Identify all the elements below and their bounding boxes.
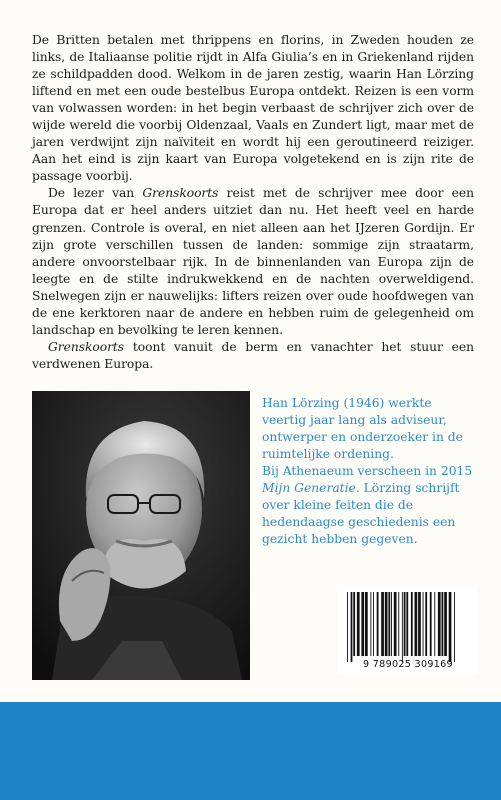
barcode-bar [454, 592, 455, 662]
previous-book-title: Mijn Generatie [262, 481, 356, 496]
back-cover-blurb [32, 32, 474, 373]
blurb-paragraph-1: De Britten betalen met thrippens en florins, in Zweden houden ze links, de Italiaanse politie rijdt in Alfa Giulia’s en in Griekenland rijden ze schildpadden dood. Welkom in de jaren zestig, waarin Han Lörzing liftend en met een oude bestelbus Europa ontdekt. Reizen is een vorm van volwassen worden: in het begin verbaast de schrijver zich over de wijde wereld die voorbij Oldenzaal, Vaals en Zundert ligt, maar met de jaren verdwijnt zijn naïviteit en wordt hij een geroutineerd reiziger. Aan het eind is zijn kaart van Europa volgetekend en is zijn rite de passage voorbij. [32, 33, 474, 184]
bio-p2-body: . Lörzing schrijft over kleine feiten die de hedendaagse geschiedenis een gezicht hebben gegeven. [262, 481, 460, 547]
barcode-bar [434, 592, 435, 656]
barcode-bar [415, 592, 418, 656]
barcode-bar [411, 592, 413, 656]
blurb-paragraph-3 [32, 339, 474, 373]
barcode-bar [442, 592, 444, 656]
isbn-number: 9 789025 309169 [363, 659, 453, 670]
barcode-bar [381, 592, 384, 656]
barcode-bar [347, 592, 348, 662]
barcode-bar [425, 592, 427, 656]
barcode-bar [402, 592, 403, 662]
barcode-bar [423, 592, 424, 656]
barcode-bar [377, 592, 379, 656]
bio-paragraph-2 [262, 463, 476, 548]
blurb-paragraph-2 [32, 185, 474, 338]
barcode-bar [406, 592, 408, 656]
barcode-bar [404, 592, 406, 656]
barcode-bar [351, 592, 353, 662]
author-bio [262, 395, 476, 548]
barcode-bar [430, 592, 432, 656]
blurb-p2-body: reist met de schrijver mee door een Europa dat er heel anders uitziet dan nu. Het heeft veel en harde grenzen. Controle is overal, en niet alleen aan het IJzeren Gordijn. Er zijn grote verschillen tussen de landen: sommige zijn straatarm, andere onvoorstelbaar rijk. In de binnenlanden van Europa zijn de leegte en de stilte indrukwekkend en de nachten overweldigend. Snelwegen zijn er nauwelijks: lifters reizen over oude hoofdwegen van de ene kerktoren naar de andere en hebben ruim de gelegenheid om landschap en bevolking te leren kennen. [32, 186, 474, 337]
barcode-bar [449, 592, 452, 662]
barcode-bar [373, 592, 374, 656]
barcode-bar [398, 592, 399, 656]
blurb-p3-body: toont vanuit de berm en vanachter het stuur een verdwenen Europa. [32, 339, 474, 371]
barcode-bar [438, 592, 441, 656]
barcode-bar [394, 592, 397, 656]
barcode-bar [365, 592, 368, 656]
barcode-bar [385, 592, 388, 656]
barcode-bar [444, 592, 447, 656]
blue-footer-band [0, 702, 501, 800]
barcode-bar [357, 592, 360, 656]
barcode-bar [353, 592, 355, 656]
barcode-bar [418, 592, 421, 656]
book-title: Grenskoorts [48, 339, 125, 354]
bio-paragraph-1: Han Lörzing (1946) werkte veertig jaar lang als adviseur, ontwerper en onderzoeker in de ruimtelijke ordening. [262, 396, 463, 462]
barcode-bar [370, 592, 371, 656]
bio-p2-lead: Bij Athenaeum verscheen in 2015 [262, 464, 473, 479]
barcode-bar [361, 592, 364, 656]
barcode-bar [391, 592, 392, 656]
author-photo [32, 391, 250, 680]
book-title: Grenskoorts [142, 186, 219, 201]
isbn-barcode [337, 586, 477, 674]
blurb-p2-lead: De lezer van [48, 186, 143, 201]
barcode-bar [388, 592, 390, 656]
author-portrait-image [32, 391, 250, 680]
